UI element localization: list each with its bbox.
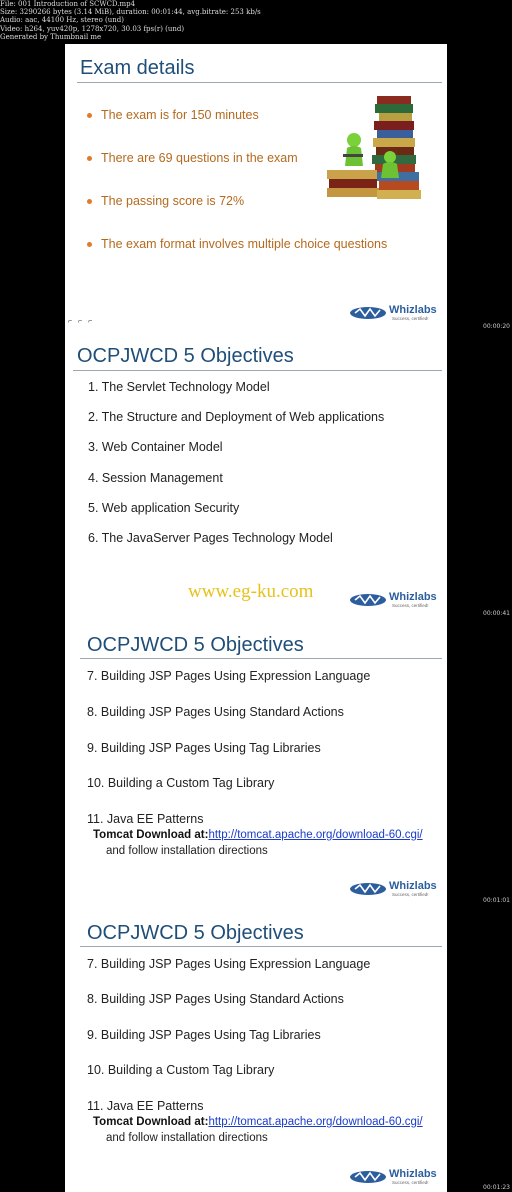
whizlabs-wave-icon: [349, 882, 387, 896]
title-divider: [80, 946, 442, 947]
timestamp: 00:00:20: [483, 323, 510, 330]
file-info-line: Video: h264, yuv420p, 1278x720, 30.03 fps(r) (und): [0, 24, 185, 33]
objective-item: 9. Building JSP Pages Using Tag Libraries: [87, 1028, 321, 1042]
tomcat-download-link[interactable]: http://tomcat.apache.org/download-60.cgi/: [208, 829, 423, 841]
objective-item: 8. Building JSP Pages Using Standard Actions: [87, 992, 344, 1006]
objective-item: 11. Java EE Patterns: [87, 812, 204, 826]
tomcat-download-link[interactable]: http://tomcat.apache.org/download-60.cgi/: [208, 1116, 423, 1128]
whizlabs-logo: Whizlabs Success, certified!: [349, 880, 435, 900]
tomcat-note-follow: and follow installation directions: [106, 1132, 268, 1144]
objective-item: 6. The JavaServer Pages Technology Model: [88, 531, 333, 545]
slide-title: OCPJWCD 5 Objectives: [87, 634, 304, 656]
slide-objectives-3: [65, 908, 447, 1192]
whizlabs-wave-icon: [349, 306, 387, 320]
tomcat-note: [93, 1116, 423, 1128]
books-reading-illustration: [327, 94, 422, 206]
whizlabs-logo: Whizlabs Success, certified!: [349, 591, 435, 611]
tomcat-note: [93, 829, 423, 841]
title-divider: [73, 370, 442, 371]
slide-corner-marks: ⌐ ⌐ ⌐: [68, 318, 95, 325]
objective-item: 7. Building JSP Pages Using Expression Language: [87, 957, 371, 971]
bullet-dot-icon: [87, 156, 92, 161]
file-info-line: File: 001 Introduction of SCWCD.mp4: [0, 0, 136, 8]
slide-exam-details: Exam details The exam is for 150 minutes There are 69 questions in the exam The passing score is 72% The exam format involves multiple choice questions Whizlabs Success, certified!: [65, 44, 447, 332]
tomcat-note-label: Tomcat Download at:: [93, 829, 209, 841]
objective-item: 5. Web application Security: [88, 501, 240, 515]
objective-item: 8. Building JSP Pages Using Standard Actions: [87, 705, 344, 719]
title-divider: [80, 658, 442, 659]
objective-item: 9. Building JSP Pages Using Tag Libraries: [87, 741, 321, 755]
slide-objectives-2: [65, 618, 447, 908]
file-info-header: [0, 0, 300, 41]
whizlabs-logo: Whizlabs Success, certified!: [349, 1168, 435, 1188]
file-info-line: Size: 3290266 bytes (3.14 MiB), duration: 00:01:44, avg.bitrate: 253 kb/s: [0, 8, 261, 17]
watermark-text: www.eg-ku.com: [188, 581, 314, 602]
slide-title: OCPJWCD 5 Objectives: [77, 345, 294, 367]
title-divider: [77, 82, 442, 83]
timestamp: 00:01:01: [483, 897, 510, 904]
objective-item: 10. Building a Custom Tag Library: [87, 1063, 275, 1077]
bullet-dot-icon: [87, 199, 92, 204]
objective-item: 3. Web Container Model: [88, 440, 223, 454]
whizlabs-wave-icon: [349, 593, 387, 607]
objective-item: 11. Java EE Patterns: [87, 1099, 204, 1113]
objective-item: 4. Session Management: [88, 471, 223, 485]
whizlabs-wave-icon: [349, 1170, 387, 1184]
slide-title: Exam details: [80, 57, 195, 79]
tomcat-note-follow: and follow installation directions: [106, 845, 268, 857]
file-info-line: Generated by Thumbnail me: [0, 32, 102, 41]
bullet-dot-icon: [87, 242, 92, 247]
tomcat-note-label: Tomcat Download at:: [93, 1116, 209, 1128]
file-info-line: Audio: aac, 44100 Hz, stereo (und): [0, 16, 124, 25]
slide-objectives-1: [65, 332, 447, 618]
objective-item: 1. The Servlet Technology Model: [88, 380, 270, 394]
bullet-dot-icon: [87, 113, 92, 118]
objective-item: 10. Building a Custom Tag Library: [87, 776, 275, 790]
slide-title: OCPJWCD 5 Objectives: [87, 922, 304, 944]
objective-item: 2. The Structure and Deployment of Web applications: [88, 410, 385, 424]
objective-item: 7. Building JSP Pages Using Expression Language: [87, 669, 371, 683]
timestamp: 00:00:41: [483, 610, 510, 617]
timestamp: 00:01:23: [483, 1184, 510, 1191]
whizlabs-logo: Whizlabs Success, certified!: [349, 304, 435, 324]
